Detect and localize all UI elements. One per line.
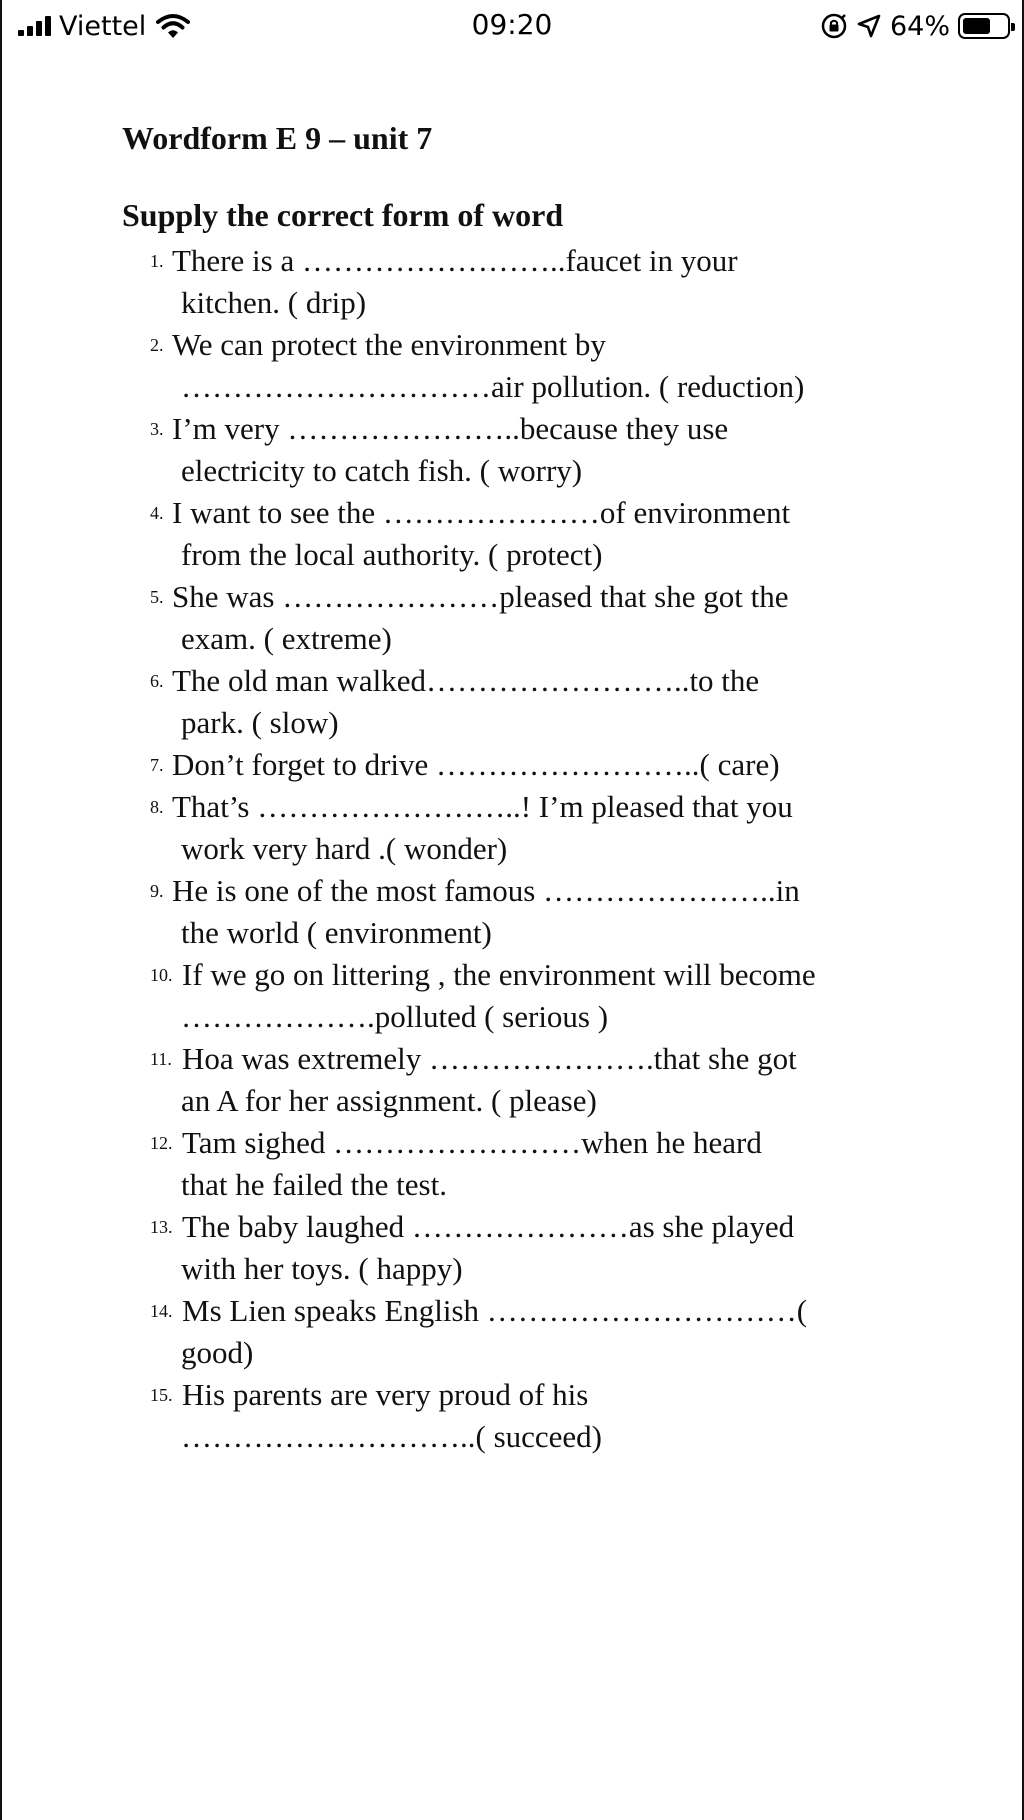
question-list <box>150 240 910 1458</box>
battery-percent: 64% <box>889 10 950 42</box>
question-item <box>150 492 910 576</box>
question-text-line-2: with her toys. ( happy) <box>181 1251 463 1286</box>
question-item <box>150 744 910 786</box>
question-number: 1. <box>150 251 164 271</box>
question-text-line-1: I’m very …………………..because they use <box>172 411 729 446</box>
status-time: 09:20 <box>471 8 553 41</box>
question-item <box>150 324 910 408</box>
question-item <box>150 1206 910 1290</box>
question-text-line-1: His parents are very proud of his <box>182 1377 589 1412</box>
question-number: 14. <box>150 1301 173 1321</box>
question-text-line-1: The old man walked……………………..to the <box>172 663 760 698</box>
screen-border-left <box>0 0 2 1820</box>
question-text-line-1: We can protect the environment by <box>172 327 606 362</box>
question-number: 11. <box>150 1049 172 1069</box>
question-item <box>150 576 910 660</box>
question-text-line-2: …………………………air pollution. ( reduction) <box>181 369 805 404</box>
question-text-line-2: electricity to catch fish. ( worry) <box>181 453 583 488</box>
question-text-line-2: the world ( environment) <box>181 915 492 950</box>
question-text-line-2: good) <box>181 1335 254 1370</box>
question-text-line-2: from the local authority. ( protect) <box>181 537 603 572</box>
question-number: 6. <box>150 671 164 691</box>
battery-icon <box>958 13 1010 39</box>
question-text-line-2: exam. ( extreme) <box>181 621 392 656</box>
question-item <box>150 1374 910 1458</box>
question-item <box>150 870 910 954</box>
question-number: 2. <box>150 335 164 355</box>
question-item <box>150 660 910 744</box>
question-text-line-2: ……………….polluted ( serious ) <box>181 999 609 1034</box>
status-right <box>820 10 1010 42</box>
question-text-line-1: The baby laughed …………………as she played <box>182 1209 795 1244</box>
question-number: 8. <box>150 797 164 817</box>
carrier-name: Viettel <box>59 10 147 42</box>
question-item <box>150 1290 910 1374</box>
question-item <box>150 786 910 870</box>
question-text-line-1: She was …………………pleased that she got the <box>172 579 789 614</box>
question-text-line-1: Ms Lien speaks English …………………………( <box>182 1293 808 1328</box>
question-text-line-2: an A for her assignment. ( please) <box>181 1083 597 1118</box>
question-text-line-2: ………………………..( succeed) <box>181 1419 602 1454</box>
location-arrow-icon <box>856 13 882 39</box>
question-number: 15. <box>150 1385 173 1405</box>
question-text-line-1: Tam sighed ……………………when he heard <box>182 1125 762 1160</box>
question-item <box>150 240 910 324</box>
status-bar <box>0 0 1024 52</box>
question-text-line-2: kitchen. ( drip) <box>181 285 367 320</box>
question-text-line-1: Don’t forget to drive ……………………..( care) <box>172 747 780 782</box>
question-text-line-1: That’s ……………………..! I’m pleased that you <box>172 789 793 824</box>
question-number: 9. <box>150 881 164 901</box>
question-text-line-1: Hoa was extremely ………………….that she got <box>182 1041 797 1076</box>
question-item <box>150 954 910 1038</box>
question-number: 4. <box>150 503 164 523</box>
question-text-line-2: park. ( slow) <box>181 705 339 740</box>
question-item <box>150 1122 910 1206</box>
question-item <box>150 1038 910 1122</box>
question-text-line-1: There is a ……………………..faucet in your <box>172 243 738 278</box>
question-text-line-2: that he failed the test. <box>181 1167 447 1202</box>
question-item <box>150 408 910 492</box>
orientation-lock-icon <box>820 12 848 40</box>
question-number: 12. <box>150 1133 173 1153</box>
question-text-line-1: I want to see the …………………of environment <box>172 495 791 530</box>
question-number: 5. <box>150 587 164 607</box>
battery-fill <box>963 18 990 34</box>
battery-nub <box>1011 23 1015 31</box>
question-number: 13. <box>150 1217 173 1237</box>
question-number: 10. <box>150 965 173 985</box>
worksheet-instruction: Supply the correct form of word <box>122 197 564 233</box>
question-text-line-1: He is one of the most famous …………………..in <box>172 873 800 908</box>
worksheet-title: Wordform E 9 – unit 7 <box>122 120 433 156</box>
question-number: 7. <box>150 755 164 775</box>
question-number: 3. <box>150 419 164 439</box>
question-text-line-1: If we go on littering , the environment will become <box>182 957 816 992</box>
question-text-line-2: work very hard .( wonder) <box>181 831 508 866</box>
